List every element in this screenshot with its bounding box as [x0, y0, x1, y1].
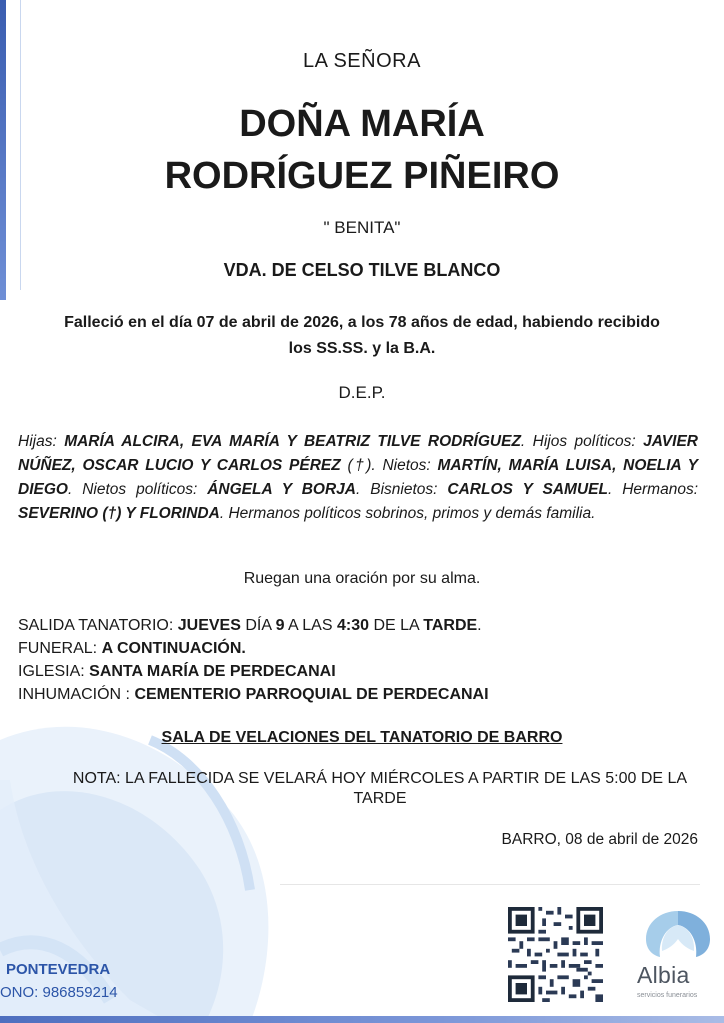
deceased-nickname: " BENITA" [323, 218, 401, 237]
bottom-accent-bar [0, 1016, 724, 1023]
salida-dia: DÍA [240, 617, 276, 634]
wake-room [0, 729, 724, 747]
salida-num: 9 [275, 617, 285, 634]
wake-note [60, 769, 700, 809]
inhumacion [18, 683, 489, 706]
widow-of: VDA. DE CELSO TILVE BLANCO [223, 260, 501, 280]
hijos-politicos-label: . Hijos políticos: [520, 433, 644, 450]
hermanos-label: . Hermanos: [607, 481, 699, 498]
deceased-name-line1: DOÑA MARÍA [239, 103, 485, 145]
prayer-request: Ruegan una oración por su alma. [243, 570, 481, 587]
salida-end: . [477, 617, 482, 634]
cross-mark: (†). [340, 457, 383, 474]
iglesia-label: IGLESIA: [18, 663, 90, 680]
death-statement-line1: Falleció en el día 07 de abril de 2026, a los 78 años de edad, habiendo recibido [64, 314, 660, 331]
wake-room-text: SALA DE VELACIONES DEL TANATORIO DE BARRO [161, 729, 563, 746]
funeral [18, 637, 489, 660]
place-date: BARRO, 08 de abril de 2026 [501, 831, 698, 848]
hermanos-names: SEVERINO (†) Y FLORINDA [18, 505, 220, 522]
death-statement [30, 310, 694, 362]
iglesia [18, 660, 489, 683]
wake-note-line2: TARDE [353, 790, 407, 807]
salida-part: TARDE [423, 617, 478, 634]
deceased-name-line2: RODRÍGUEZ PIÑEIRO [164, 155, 560, 197]
salida-time: 4:30 [336, 617, 369, 634]
albia-logo-icon [640, 905, 716, 959]
nietos-names: MARTÍN, MARÍA LUISA, NOELIA Y DIEGO [18, 457, 698, 498]
service-details [18, 614, 489, 706]
salida-label: SALIDA TANATORIO: [18, 617, 178, 634]
nietos-label: Nietos: [382, 457, 438, 474]
deceased-title: LA SEÑORA [303, 50, 421, 72]
iglesia-value: SANTA MARÍA DE PERDECANAI [89, 663, 336, 680]
nietos-politicos-label: . Nietos políticos: [67, 481, 208, 498]
qr-code-icon[interactable] [508, 907, 603, 1002]
family-list [18, 430, 698, 526]
inhumacion-label: INHUMACIÓN : [18, 686, 135, 703]
hijos-politicos-names: JAVIER NÚÑEZ, OSCAR LUCIO Y CARLOS PÉREZ [18, 433, 698, 474]
inhumacion-value: CEMENTERIO PARROQUIAL DE PERDECANAI [134, 686, 489, 703]
footer-phone: ONO: 986859214 [0, 984, 118, 1001]
bisnietos-label: . Bisnietos: [356, 481, 448, 498]
dep-abbreviation: D.E.P. [338, 383, 386, 402]
funeral-label: FUNERAL: [18, 640, 102, 657]
nietos-politicos-names: ÁNGELA Y BORJA [207, 481, 356, 498]
hijas-names: MARÍA ALCIRA, EVA MARÍA Y BEATRIZ TILVE RODRÍGUEZ [64, 433, 521, 450]
brand-tagline: servicios funerarios [637, 992, 698, 999]
family-closing: . Hermanos políticos sobrinos, primos y demás familia. [219, 505, 596, 522]
salida-de: DE LA [369, 617, 424, 634]
footer-divider [280, 884, 700, 885]
hijas-label: Hijas: [18, 433, 65, 450]
wake-note-line1: NOTA: LA FALLECIDA SE VELARÁ HOY MIÉRCOLES A PARTIR DE LAS 5:00 DE LA [72, 770, 688, 787]
salida-tanatorio [18, 614, 489, 637]
bisnietos-names: CARLOS Y SAMUEL [447, 481, 608, 498]
funeral-value: A CONTINUACIÓN. [101, 640, 246, 657]
salida-day: JUEVES [177, 617, 241, 634]
death-statement-line2: los SS.SS. y la B.A. [288, 340, 436, 357]
brand-name: Albia [637, 962, 690, 988]
footer-city: PONTEVEDRA [6, 961, 111, 978]
deceased-name [0, 98, 724, 202]
salida-a: A LAS [284, 617, 337, 634]
